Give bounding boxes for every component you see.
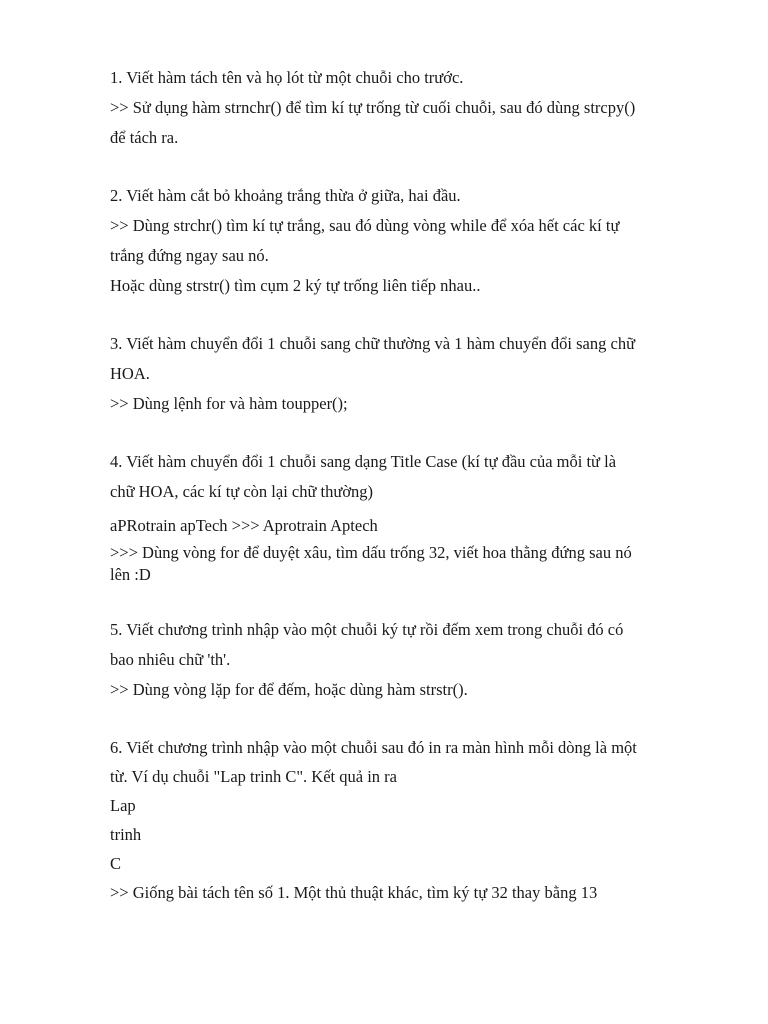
exercise-2-hint: >> Dùng strchr() tìm kí tự trắng, sau đó dùng vòng while để xóa hết các kí tự <box>110 216 620 235</box>
exercise-2-hint-cont: trắng đứng ngay sau nó. <box>110 246 269 265</box>
exercise-6-title: 6. Viết chương trình nhập vào một chuỗi sau đó in ra màn hình mỗi dòng là một <box>110 738 637 757</box>
exercise-3-title-cont: HOA. <box>110 364 150 383</box>
exercise-5-title-cont: bao nhiêu chữ 'th'. <box>110 650 231 669</box>
exercise-1-hint: >> Sử dụng hàm strnchr() để tìm kí tự trống từ cuối chuỗi, sau đó dùng strcpy() <box>110 98 636 117</box>
exercise-6-title-cont: từ. Ví dụ chuỗi "Lap trinh C". Kết quả in ra <box>110 767 397 786</box>
exercise-4-hint-cont: lên :D <box>110 565 151 584</box>
exercise-4-hint: >>> Dùng vòng for để duyệt xâu, tìm dấu trống 32, viết hoa thằng đứng sau nó <box>110 543 632 562</box>
exercise-1-title: 1. Viết hàm tách tên và họ lót từ một chuỗi cho trước. <box>110 68 464 87</box>
exercise-6-output-line: Lap <box>110 796 136 815</box>
exercise-1-hint-cont: để tách ra. <box>110 128 179 147</box>
exercise-5-hint: >> Dùng vòng lặp for để đếm, hoặc dùng hàm strstr(). <box>110 680 468 699</box>
exercise-6-output-line: C <box>110 854 122 873</box>
exercise-3-hint: >> Dùng lệnh for và hàm toupper(); <box>110 394 348 413</box>
exercise-5-title: 5. Viết chương trình nhập vào một chuỗi ký tự rồi đếm xem trong chuỗi đó có <box>110 620 624 639</box>
exercise-2-alt-hint: Hoặc dùng strstr() tìm cụm 2 ký tự trống liên tiếp nhau.. <box>110 276 481 295</box>
exercise-4-example: aPRotrain apTech >>> Aprotrain Aptech <box>110 516 378 535</box>
exercise-3-title: 3. Viết hàm chuyển đổi 1 chuỗi sang chữ thường và 1 hàm chuyển đổi sang chữ <box>110 334 636 353</box>
exercise-6-hint: >> Giống bài tách tên số 1. Một thủ thuật khác, tìm ký tự 32 thay bằng 13 <box>110 883 598 902</box>
exercise-4-title-cont: chữ HOA, các kí tự còn lại chữ thường) <box>110 482 374 501</box>
exercise-2-title: 2. Viết hàm cắt bỏ khoảng trắng thừa ở giữa, hai đầu. <box>110 186 461 205</box>
exercise-6-output-line: trinh <box>110 825 142 844</box>
exercise-4-title: 4. Viết hàm chuyển đổi 1 chuỗi sang dạng Title Case (kí tự đầu của mỗi từ là <box>110 452 617 471</box>
